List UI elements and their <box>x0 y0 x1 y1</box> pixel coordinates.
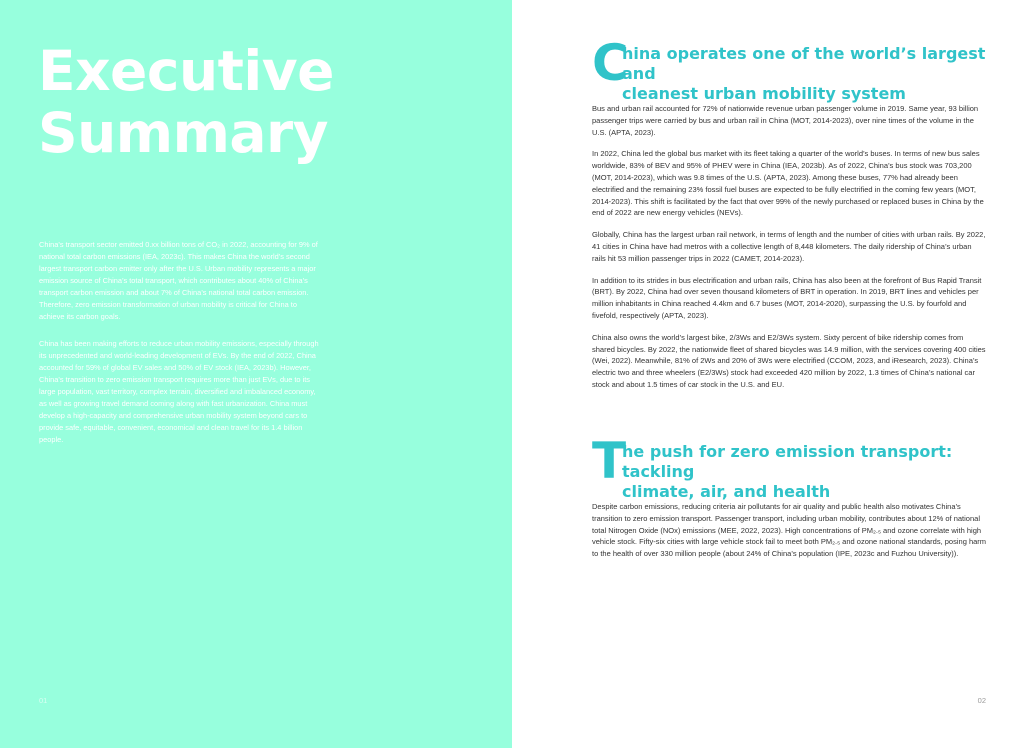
section-heading <box>622 442 992 502</box>
section-body <box>592 501 987 560</box>
dropcap: T <box>592 432 627 490</box>
heading-line-2: climate, air, and health <box>622 482 831 501</box>
heading-line-1: he push for zero emission transport: tackling <box>622 442 953 481</box>
section-urban-mobility <box>592 34 987 401</box>
body-paragraph: Bus and urban rail accounted for 72% of nationwide revenue urban passenger volume in 2019. Same year, 93 billion passenger trips were carried by bus and urban rail in China (MOT, 2014-2023), over nine times of the volume in the U.S. (APTA, 2023). <box>592 104 979 137</box>
body-paragraph: In 2022, China led the global bus market with its fleet taking a quarter of the world’s buses. In terms of new bus sales worldwide, 83% of BEV and 95% of PHEV were in China (IEA, 2023b). As of 2022, China’s bus stock was 703,200 (MOT, 2014-2023), which was 9.8 times of the U.S. (APTA, 2023). Among these buses, 77% had already been electrified and the remaining 23% fossil fuel buses are expected to be fully electrified in the coming few years (MOT, 2014-2023). This shift is facilitated by the fact that over 99% of the newly purchased or replaced buses in China by the end of 2022 are new energy vehicles (NEVs). <box>592 149 984 218</box>
executive-summary-title <box>38 40 334 164</box>
summary-body <box>39 239 319 461</box>
title-line-2: Summary <box>38 101 328 165</box>
body-paragraph: Globally, China has the largest urban rail network, in terms of length and the number of cities with urban rails. By 2022, 41 cities in China have had metros with a collective length of 8,448 kilometers. The daily ridership of China’s urban rails hit 53 million passenger trips in 2022 (CAMET, 2014-2023). <box>592 230 986 263</box>
section-header <box>592 432 987 501</box>
body-paragraph: Despite carbon emissions, reducing criteria air pollutants for air quality and public health also motivates China’s transition to zero emission transport. Passenger transport, including urban mobility, contributes about 12% of national total Nitrogen Oxide (NOx) emissions (MEE, 2022, 2023). High concentrations of PM₂.₅ and ozone correlate with high vehicle stock. Fifty-six cities with large vehicle stock fail to meet both PM₂.₅ and ozone national standards, posing harm to the health of over 330 million people (about 24% of China’s population (IPE, 2023c and Fuzhou University)). <box>592 502 987 559</box>
page-number-right: 02 <box>977 696 986 705</box>
body-paragraph: China also owns the world’s largest bike, 2/3Ws and E2/3Ws system. Sixty percent of bike ridership comes from shared bicycles. By 2022, the nationwide fleet of shared bicycles was 14.9 million, with the services covering 400 cities (Wei, 2022). Meanwhile, 81% of 2Ws and 20% of 3Ws were electrified (CCOM, 2023, and iResearch, 2023). China’s electric two and three wheelers (E2/3Ws) stock had exceeded 420 million by 2022, 1.3 times of China’s national car stock and about 1.5 times of car stock in the U.S. and EU. <box>592 332 986 389</box>
right-page <box>512 0 1024 748</box>
section-heading <box>622 44 992 104</box>
summary-paragraph: China’s transport sector emitted 0.xx billion tons of CO₂ in 2022, accounting for 9% of national total carbon emissions (IEA, 2023c). This makes China the world’s second largest transport carbon emitter only after the U.S. Urban mobility represents a major emission source of China’s total transport, which contributes about 40% of China’s transport carbon emission and about 7% of China’s national total carbon emission. Therefore, zero emission transformation of urban mobility is critical for China to achieve its carbon goals. <box>39 240 318 321</box>
section-body <box>592 103 987 391</box>
title-line-1: Executive <box>38 39 334 103</box>
body-paragraph: In addition to its strides in bus electrification and urban rails, China has also been at the forefront of Bus Rapid Transit (BRT). By 2022, China had over seven thousand kilometers of BRT in operation. In 2019, BRT lines and vehicles per million inhabitants in China reached 4.4km and 6.7 buses (MOT, 2014-2020), surpassing the U.S. by fourfold and fivefold, respectively (APTA, 2023). <box>592 275 982 320</box>
page-number-left: 01 <box>39 696 48 705</box>
dropcap: C <box>592 34 629 92</box>
heading-line-2: cleanest urban mobility system <box>622 84 906 103</box>
section-header <box>592 34 987 103</box>
heading-line-1: hina operates one of the world’s largest and <box>622 44 986 83</box>
section-zero-emission <box>592 432 987 570</box>
summary-paragraph: China has been making efforts to reduce urban mobility emissions, especially through its unprecedented and world-leading development of EVs. By the end of 2022, China accounted for 59% of global EV sales and 50% of EV stock (IEA, 2023b). However, China’s transition to zero emission transport requires more than just EVs, due to its large population, vast territory, complex terrain, diversified and imbalanced economy, as well as growing travel demand coming along with fast urbanization. China must develop a high-capacity and comprehensive urban mobility system beyond cars to provide safe, equitable, convenient, economical and clean travel for its 1.4 billion people. <box>39 339 319 444</box>
